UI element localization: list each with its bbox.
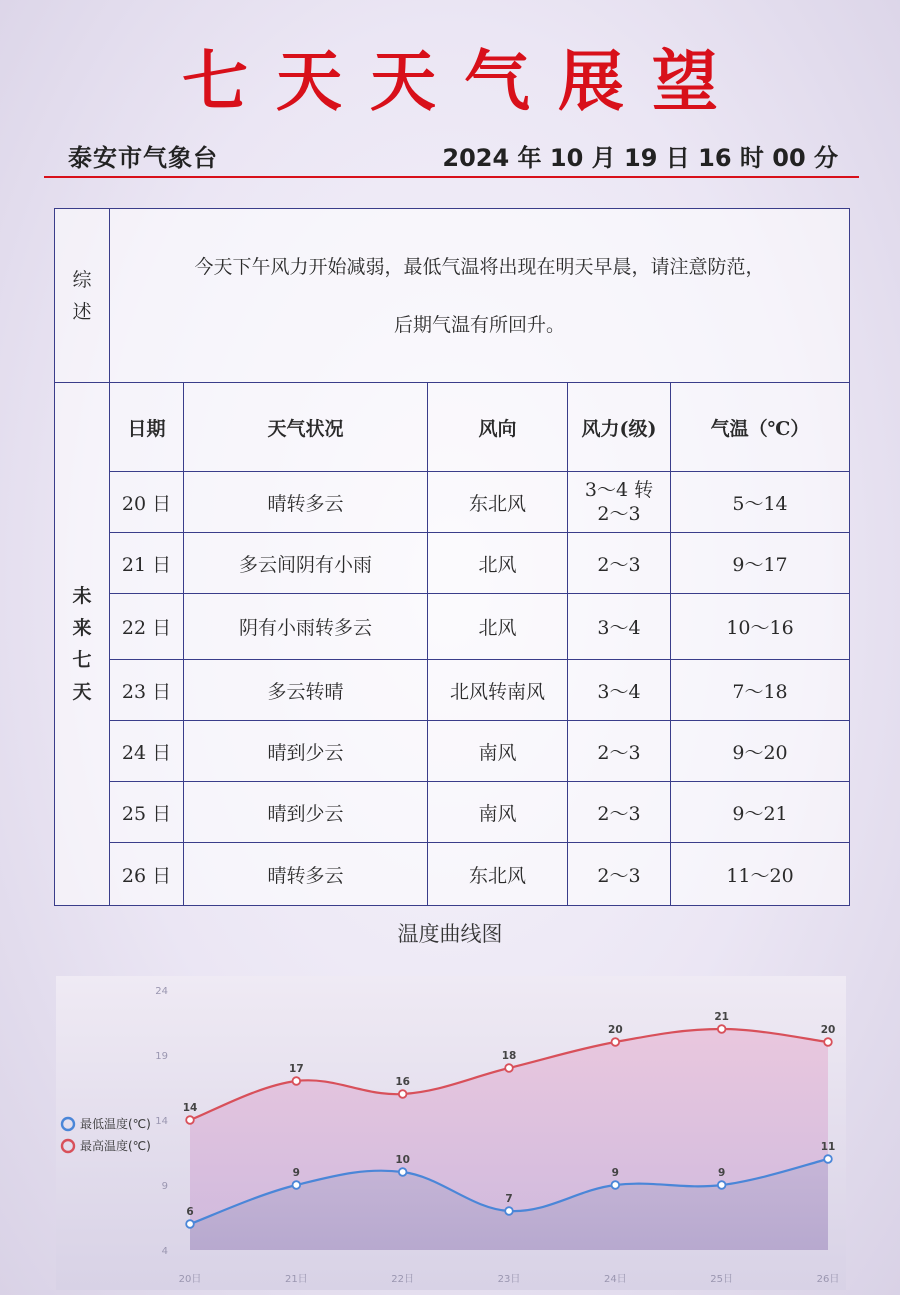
low-temp-label: 10 [395, 1154, 410, 1166]
y-tick-label: 14 [155, 1116, 168, 1127]
y-tick-label: 19 [155, 1051, 168, 1062]
high-temp-point [718, 1025, 726, 1033]
low-temp-point [718, 1181, 726, 1189]
cell-wind-dir: 东北风 [428, 472, 568, 533]
high-temp-point [293, 1077, 301, 1085]
cell-temp: 9～17 [671, 533, 850, 594]
high-temp-point [399, 1090, 407, 1098]
cell-temp: 5～14 [671, 472, 850, 533]
cell-wind-dir: 南风 [428, 721, 568, 782]
low-temp-point [399, 1168, 407, 1176]
cell-weather: 多云间阴有小雨 [184, 533, 428, 594]
col-header-wind-dir: 风向 [428, 383, 568, 472]
cell-wind-dir: 北风转南风 [428, 660, 568, 721]
cell-date: 26 日 [110, 843, 184, 906]
high-temp-label: 17 [289, 1063, 304, 1075]
cell-date: 20 日 [110, 472, 184, 533]
cell-wind-force: 2～3 [568, 782, 671, 843]
high-temp-point [824, 1038, 832, 1046]
x-tick-label: 20日 [178, 1274, 202, 1285]
cell-temp: 7～18 [671, 660, 850, 721]
table-row [55, 721, 850, 782]
cell-wind-dir: 北风 [428, 594, 568, 660]
table-row [55, 594, 850, 660]
low-temp-label: 9 [611, 1167, 619, 1179]
cell-temp: 9～21 [671, 782, 850, 843]
low-temp-label: 6 [186, 1206, 194, 1218]
high-temp-label: 14 [182, 1102, 198, 1114]
low-temp-label: 7 [505, 1193, 513, 1205]
y-tick-label: 24 [155, 986, 168, 997]
x-tick-label: 23日 [497, 1274, 521, 1285]
cell-date: 21 日 [110, 533, 184, 594]
high-temp-point [505, 1064, 513, 1072]
cell-wind-force: 3～4 [568, 594, 671, 660]
cell-wind-force [568, 472, 671, 533]
low-temp-label: 9 [292, 1167, 300, 1179]
high-temp-label: 16 [395, 1076, 410, 1088]
x-tick-label: 25日 [710, 1274, 734, 1285]
cell-date: 22 日 [110, 594, 184, 660]
chart-title: 温度曲线图 [397, 922, 503, 946]
cell-date: 23 日 [110, 660, 184, 721]
cell-wind-force: 3～4 [568, 660, 671, 721]
cell-weather: 阴有小雨转多云 [184, 594, 428, 660]
cell-weather: 晴转多云 [184, 843, 428, 906]
cell-date: 25 日 [110, 782, 184, 843]
cell-weather: 晴到少云 [184, 721, 428, 782]
table-row [55, 660, 850, 721]
cell-wind-force: 2～3 [568, 533, 671, 594]
y-tick-label: 4 [161, 1246, 168, 1257]
summary-row [55, 209, 850, 383]
cell-weather: 多云转晴 [184, 660, 428, 721]
low-temp-label: 9 [718, 1167, 726, 1179]
low-temp-label: 11 [820, 1141, 836, 1153]
low-temp-point [186, 1220, 194, 1228]
high-temp-point [612, 1038, 620, 1046]
cell-weather: 晴到少云 [184, 782, 428, 843]
wind-force-line-2: 2～3 [597, 503, 641, 525]
wind-force-line-1: 3～4 转 [584, 479, 654, 501]
col-header-temp: 气温（℃） [671, 383, 850, 472]
forecast-label: 未 来 七 天 [55, 383, 110, 906]
x-tick-label: 24日 [603, 1274, 627, 1285]
cell-temp: 10～16 [671, 594, 850, 660]
col-header-wind-force: 风力(级) [568, 383, 671, 472]
low-temp-point [505, 1207, 513, 1215]
summary-line-1: 今天下午风力开始减弱，最低气温将出现在明天早晨，请注意防范， [194, 255, 765, 278]
cell-wind-dir: 南风 [428, 782, 568, 843]
temperature-chart [56, 976, 846, 1290]
cell-wind-dir: 东北风 [428, 843, 568, 906]
legend-low-label: 最低温度(℃) [80, 1117, 151, 1131]
cell-weather: 晴转多云 [184, 472, 428, 533]
high-temp-label: 21 [714, 1011, 729, 1023]
table-row [55, 472, 850, 533]
cell-date: 24 日 [110, 721, 184, 782]
issue-time: 2024 年 10 月 19 日 16 时 00 分 [442, 144, 838, 172]
forecast-table [54, 208, 850, 906]
x-tick-label: 26日 [816, 1274, 840, 1285]
table-header-row [55, 383, 850, 472]
cell-wind-force: 2～3 [568, 721, 671, 782]
summary-text [110, 209, 850, 383]
y-tick-label: 9 [161, 1181, 168, 1192]
col-header-weather: 天气状况 [184, 383, 428, 472]
high-temp-label: 20 [820, 1024, 836, 1036]
cell-wind-dir: 北风 [428, 533, 568, 594]
col-header-date: 日期 [110, 383, 184, 472]
table-row [55, 533, 850, 594]
cell-temp: 11～20 [671, 843, 850, 906]
low-temp-point [612, 1181, 620, 1189]
high-temp-point [186, 1116, 194, 1124]
legend-high-label: 最高温度(℃) [80, 1139, 151, 1153]
summary-line-2: 后期气温有所回升。 [393, 313, 565, 336]
header-divider [44, 176, 859, 178]
table-row [55, 843, 850, 906]
high-temp-label: 18 [501, 1050, 517, 1062]
low-temp-point [293, 1181, 301, 1189]
x-tick-label: 22日 [391, 1274, 415, 1285]
agency-name: 泰安市气象台 [68, 144, 218, 172]
x-tick-label: 21日 [284, 1274, 308, 1285]
low-temp-point [824, 1155, 832, 1163]
cell-temp: 9～20 [671, 721, 850, 782]
table-row [55, 782, 850, 843]
page-title: 七天天气展望 [182, 42, 746, 120]
summary-label: 综 述 [55, 209, 110, 383]
cell-wind-force: 2～3 [568, 843, 671, 906]
high-temp-label: 20 [608, 1024, 623, 1036]
